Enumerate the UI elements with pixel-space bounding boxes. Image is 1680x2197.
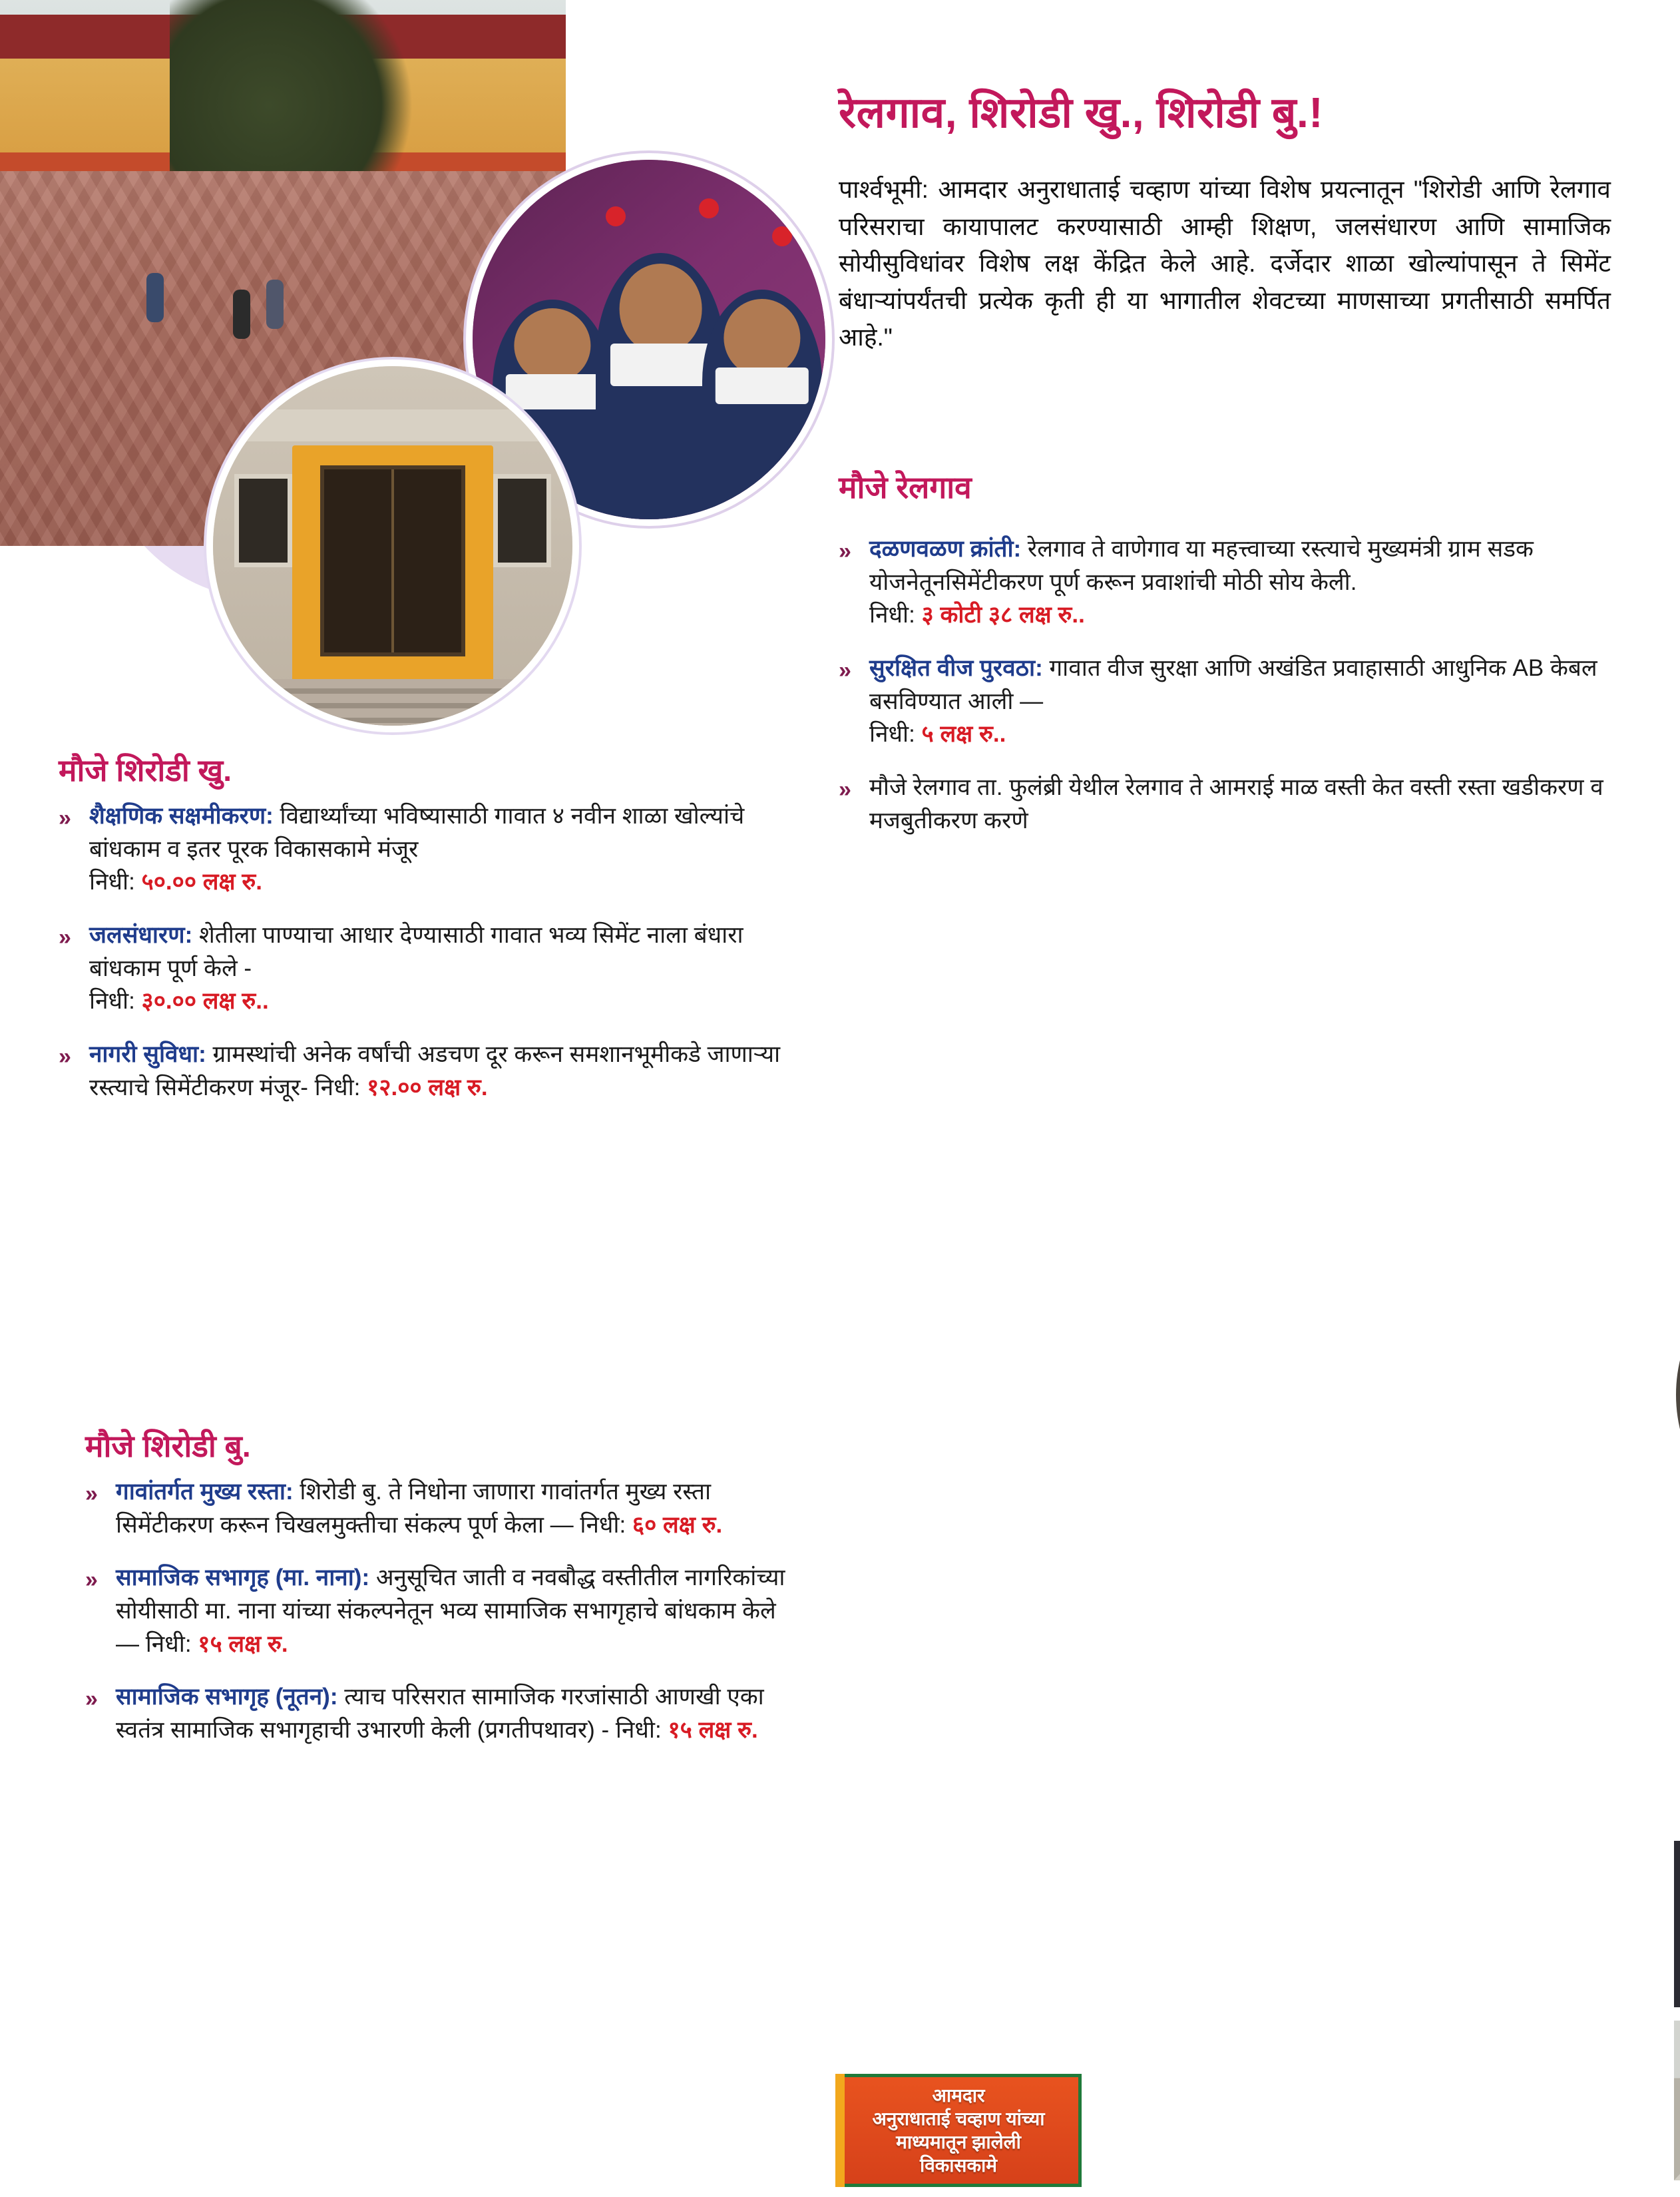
list-item bbox=[85, 1561, 804, 1660]
item-text: शेतीला पाण्याचा आधार देण्यासाठी गावात भव्य सिमेंट नाला बंधारा बांधकाम पूर्ण केले - bbox=[89, 922, 743, 981]
road-surface bbox=[1674, 2088, 1680, 2180]
fund-amount: १५ लक्ष रु. bbox=[668, 1717, 758, 1744]
community-hall-photo bbox=[206, 360, 579, 732]
right-column bbox=[825, 0, 1680, 2197]
right-photo-montage bbox=[1657, 1059, 1680, 2197]
item-text: मौजे रेलगाव ता. फुलंब्री येथील रेलगाव ते आमराई माळ वस्ती केत वस्ती रस्ता खडीकरण व मजबुतीकरण करणे bbox=[869, 774, 1603, 834]
list-item bbox=[85, 1680, 804, 1746]
fund-label: निधी: bbox=[145, 1630, 198, 1657]
item-text: ग्रामस्थांची अनेक वर्षांची अडचण दूर करून समशानभूमीकडे जाणाऱ्या रस्त्याचे सिमेंटीकरण मंजूर- bbox=[89, 1041, 781, 1100]
face bbox=[619, 264, 702, 354]
item-label: नागरी सुविधा: bbox=[89, 1041, 206, 1068]
chevron-right-icon: » bbox=[59, 1044, 71, 1070]
hair-ribbon bbox=[699, 198, 719, 218]
chevron-right-icon: » bbox=[85, 1481, 98, 1507]
item-label: दळणवळण क्रांती: bbox=[869, 536, 1022, 562]
steps bbox=[249, 679, 536, 726]
door-frame bbox=[292, 445, 493, 697]
item-label: शैक्षणिक सक्षमीकरण: bbox=[89, 803, 274, 829]
item-text: विद्यार्थ्यांच्या भविष्यासाठी गावात ४ नवीन शाळा खोल्यांचे बांधकाम व इतर पूरक विकासकामे मंजूर bbox=[89, 803, 745, 862]
item-label: सामाजिक सभागृह (मा. नाना): bbox=[116, 1565, 370, 1591]
item-label: जलसंधारण: bbox=[89, 922, 193, 949]
chevron-right-icon: » bbox=[839, 777, 851, 803]
list-item bbox=[839, 652, 1624, 751]
person-figure bbox=[233, 290, 250, 339]
tree-canopy bbox=[170, 0, 417, 199]
face bbox=[724, 299, 800, 377]
section-shirodi-bu bbox=[85, 1425, 804, 1767]
section-heading: मौजे शिरोडी खु. bbox=[59, 753, 232, 788]
collar bbox=[716, 367, 809, 404]
cctv-monitor-thumbnail bbox=[1671, 1837, 1680, 2011]
fund-label: निधी: bbox=[89, 869, 142, 895]
item-text: शिरोडी बु. ते निधोना जाणारा गावांतर्गत मुख्य रस्ता सिमेंटीकरण करून चिखलमुक्तीचा संकल्प पूर्ण केला — bbox=[116, 1479, 712, 1538]
credit-line-4: विकासकामे bbox=[919, 2155, 997, 2176]
item-text: त्याच परिसरात सामाजिक गरजांसाठी आणखी एका स्वतंत्र सामाजिक सभागृहाची उभारणी केली (प्रगतीपथावर) - bbox=[116, 1684, 764, 1744]
section-heading-relgaon: मौजे रेलगाव bbox=[839, 470, 972, 505]
credit-badge-text bbox=[873, 2084, 1045, 2177]
list-item bbox=[59, 1038, 797, 1104]
credit-line-1: आमदार bbox=[932, 2085, 985, 2106]
list-item bbox=[839, 771, 1624, 837]
left-column bbox=[0, 0, 822, 2197]
item-label: गावांतर्गत मुख्य रस्ता: bbox=[116, 1479, 294, 1505]
fund-amount: ३०.०० लक्ष रु.. bbox=[141, 988, 269, 1015]
fund-label: निधी: bbox=[314, 1074, 367, 1100]
credit-line-2: अनुराधाताई चव्हाण यांच्या bbox=[872, 2108, 1045, 2129]
fund-label: निधी: bbox=[580, 1511, 632, 1538]
list-item bbox=[839, 533, 1624, 632]
door bbox=[320, 465, 465, 656]
student-figure bbox=[702, 290, 822, 519]
signboard-band bbox=[213, 409, 572, 442]
person-figure bbox=[146, 273, 164, 322]
left-photo-collage bbox=[0, 0, 666, 692]
cctv-camera-photo bbox=[1671, 1238, 1680, 1551]
chevron-right-icon: » bbox=[59, 925, 71, 951]
window bbox=[493, 474, 550, 567]
fund-amount: १५ लक्ष रु. bbox=[198, 1630, 288, 1657]
fund-amount: १२.०० लक्ष रु. bbox=[367, 1074, 488, 1100]
bullet-list-relgaon bbox=[839, 533, 1624, 857]
chevron-right-icon: » bbox=[839, 539, 851, 564]
page-title: रेलगाव, शिरोडी खु., शिरोडी बु.! bbox=[839, 88, 1324, 136]
road-thumbnail bbox=[1671, 2017, 1680, 2184]
fund-label: निधी: bbox=[615, 1717, 668, 1744]
hair-ribbon bbox=[772, 226, 792, 246]
chevron-right-icon: » bbox=[85, 1567, 98, 1593]
fund-amount: ५ लक्ष रु.. bbox=[921, 721, 1006, 748]
chevron-right-icon: » bbox=[85, 1686, 98, 1712]
item-text: रेलगाव ते वाणेगाव या महत्त्वाच्या रस्त्याचे मुख्यमंत्री ग्राम सडक योजनेतूनसिमेंटीकरण पूर्ण करून प्रवाशांची मोठी सोय केली. bbox=[869, 536, 1534, 595]
list-item bbox=[85, 1475, 804, 1541]
fund-label: निधी: bbox=[869, 602, 922, 628]
item-label: सुरक्षित वीज पुरवठा: bbox=[869, 655, 1043, 682]
section-shirodi-khu bbox=[59, 749, 797, 1124]
credit-badge bbox=[835, 2074, 1082, 2187]
bullet-list bbox=[59, 800, 797, 1104]
collar bbox=[610, 344, 711, 386]
section-heading: मौजे शिरोडी बु. bbox=[85, 1429, 251, 1463]
chevron-right-icon: » bbox=[839, 658, 851, 684]
fund-label: निधी: bbox=[89, 988, 142, 1015]
list-item bbox=[59, 800, 797, 899]
fund-amount: ५०.०० लक्ष रु. bbox=[141, 869, 262, 895]
fund-label: निधी: bbox=[869, 721, 922, 748]
credit-line-3: माध्यमातून झालेली bbox=[896, 2132, 1021, 2152]
chevron-right-icon: » bbox=[59, 806, 71, 831]
item-text: गावात वीज सुरक्षा आणि अखंडित प्रवाहासाठी आधुनिक AB केबल बसविण्यात आली — bbox=[869, 655, 1597, 714]
window bbox=[234, 474, 292, 567]
fund-amount: ३ कोटी ३८ लक्ष रु.. bbox=[921, 602, 1085, 628]
bullet-list bbox=[85, 1475, 804, 1747]
item-text: अनुसूचित जाती व नवबौद्ध वस्तीतील नागरिकांच्या सोयीसाठी मा. नाना यांच्या संकल्पनेतून भव्य सामाजिक सभागृहाचे बांधकाम केले — bbox=[116, 1565, 785, 1657]
item-label: सामाजिक सभागृह (नूतन): bbox=[116, 1684, 338, 1710]
fund-amount: ६० लक्ष रु. bbox=[632, 1511, 723, 1538]
hair-ribbon bbox=[606, 206, 626, 226]
intro-paragraph: पार्श्वभूमी: आमदार अनुराधाताई चव्हाण यांच्या विशेष प्रयत्नातून "शिरोडी आणि रेलगाव परिसराचा कायापालट करण्यासाठी आम्ही शिक्षण, जलसंधारण आणि सामाजिक सोयीसुविधांवर विशेष लक्ष केंद्रित केले आहे. दर्जेदार शाळा खोल्यांपासून ते सिमेंट बंधाऱ्यांपर्यंतची प्रत्येक कृती ही या भागातील शेवटच्या माणसाच्या प्रगतीसाठी समर्पित आहे." bbox=[839, 176, 1611, 351]
list-item bbox=[59, 919, 797, 1018]
person-figure bbox=[266, 280, 284, 329]
